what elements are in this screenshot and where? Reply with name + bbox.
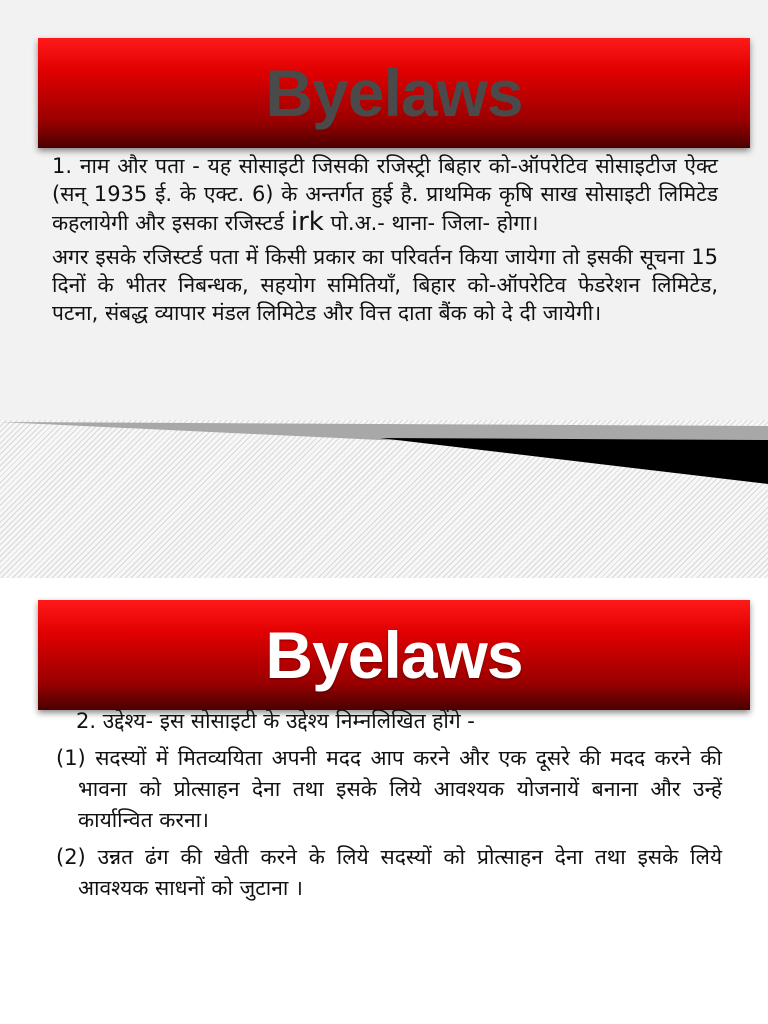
slide-body: [56, 706, 722, 910]
objectives-heading: 2. उद्देश्य- इस सोसाइटी के उद्देश्य निम्नलिखित होंगे -: [76, 709, 475, 733]
paragraph-text: 1. नाम और पता - यह सोसाइटी जिसकी रजिस्ट्री बिहार को-ऑपरेटिव सोसाइटीज ऐक्ट (सन् 1935 ई. के एक्ट. 6) के अन्तर्गत हुई है. प्राथमिक कृषि साख सोसाइटी लिमिटेड कहलायेगी और इसका रजिस्टर्ड: [52, 154, 718, 235]
slide-2: [0, 578, 768, 1024]
title-banner: [38, 600, 750, 710]
paragraph-address-change: अगर इसके रजिस्टर्ड पता में किसी प्रकार का परिवर्तन किया जायेगा तो इसकी सूचना 15 दिनों के भीतर निबन्धक, सहयोग समितियाँ, बिहार को-ऑपरेटिव फेडरेशन लिमिटेड, पटना, संबद्ध व्यापार मंडल लिमिटेड और वित्त दाता बैंक को दे दी जायेगी।: [52, 245, 718, 325]
objective-item-1: (1) सदस्यों में मितव्ययिता अपनी मदद आप करने और एक दूसरे की मदद करने की भावना को प्रोत्साहन देना तथा इसके लिये आवश्यक योजनायें बनाना और उन्हें कार्यान्वित करना।: [56, 746, 722, 832]
paragraph-latin-text: irk: [290, 207, 324, 237]
decorative-wedge: [0, 420, 768, 578]
slide-title: Byelaws: [265, 56, 523, 130]
slide-body: [52, 152, 718, 333]
title-banner: [38, 38, 750, 148]
slide-title: Byelaws: [265, 618, 523, 692]
paragraph-text-end: पो.अ.- थाना- जिला- होगा।: [330, 211, 539, 235]
paragraph-name-address: [52, 152, 718, 237]
objective-item-2: (2) उन्नत ढंग की खेती करने के लिये सदस्यों को प्रोत्साहन देना तथा इसके लिये आवश्यक साधनों को जुटाना ।: [56, 845, 722, 900]
